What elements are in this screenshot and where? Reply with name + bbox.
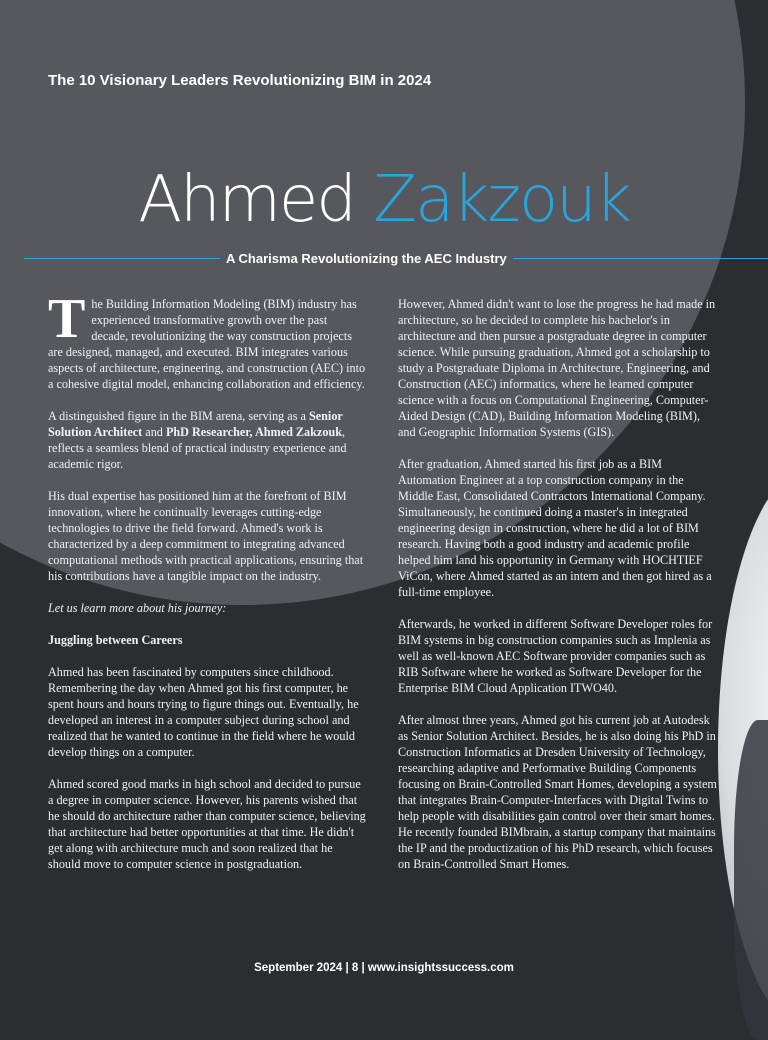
drop-cap: T [48, 288, 86, 350]
paragraph-2 [48, 408, 366, 472]
lead-in: Let us learn more about his journey: [48, 601, 227, 615]
right-paragraph-4: After almost three years, Ahmed got his current job at Autodesk as Senior Solution Architect. Besides, he is also doing his PhD in Construction Informatics at Dresden University of Technology, researching adaptive and Performative Building Components focusing on Brain-Controlled Smart Homes, developing a system that integrates Brain-Computer-Interfaces with Digital Twins to help people with disabilities gain control over their smart homes. He recently founded BIMbrain, a startup company that maintains the IP and the productization of his PhD research, which focuses on Brain-Controlled Smart Homes. [398, 713, 717, 871]
section-heading: Juggling between Careers [48, 633, 183, 647]
paragraph-2-end: , reflects a seamless blend of practical industry experience and academic rigor. [48, 425, 347, 471]
paragraph-2-and: and [142, 425, 166, 439]
right-paragraph-2: After graduation, Ahmed started his first job as a BIM Automation Engineer at a top construction company in the Middle East, Consolidated Contractors International Company. Simultaneously, he continued doing a master's in integrated engineering design in construction, where he did a lot of BIM research. Having both a good industry and academic profile helped him land his opportunity in Germany with HOCHTIEF ViCon, where Ahmed started as an intern and then got hired as a full-time employee. [398, 457, 712, 599]
intro-paragraph [48, 288, 366, 392]
portrait-shadow [734, 720, 768, 1040]
paragraph-4: Ahmed has been fascinated by computers since childhood. Remembering the day when Ahmed got his first computer, he spent hours and hours trying to figure things out. Eventually, he developed an interest in a computer subject during school and realized that he wanted to continue in the field where he would develop things on a computer. [48, 665, 359, 759]
paragraph-5: Ahmed scored good marks in high school and decided to pursue a degree in computer science. However, his parents wished that he should do architecture rather than computer science, believing that architecture had better opportunities at that time. He didn't get along with architecture much and soon realized that he should move to computer science in postgraduation. [48, 777, 366, 871]
portrait-photo-edge [718, 470, 768, 1030]
left-column [48, 288, 366, 888]
right-column [398, 296, 720, 888]
role-senior-solution-architect: Senior Solution Architect [48, 409, 343, 439]
subtitle-row [24, 248, 768, 268]
article-title [0, 163, 768, 237]
title-last-name: Zakzouk [373, 163, 630, 237]
subtitle-rule-left [24, 258, 220, 259]
paragraph-2-text: A distinguished figure in the BIM arena, serving as a [48, 409, 309, 423]
article-subtitle: A Charisma Revolutionizing the AEC Industry [226, 250, 507, 266]
right-paragraph-1: However, Ahmed didn't want to lose the progress he had made in architecture, so he decided to complete his bachelor's in architecture and then pursue a postgraduate degree in computer science. While pursuing graduation, Ahmed got a scholarship to study a Postgraduate Diploma in Architecture, Engineering, and Construction (AEC) informatics, where he learned computer science with a focus on Computational Engineering, Computer-Aided Design (CAD), Building Information Modeling (BIM), and Geographic Information Systems (GIS). [398, 297, 716, 439]
paragraph-3: His dual expertise has positioned him at the forefront of BIM innovation, where he continually leverages cutting-edge technologies to drive the field forward. Ahmed's work is characterized by a deep commitment to integrating advanced computational methods with practical applications, ensuring that his contributions have a tangible impact on the industry. [48, 489, 364, 583]
title-first-name: Ahmed [138, 163, 355, 237]
right-paragraph-3: Afterwards, he worked in different Software Developer roles for BIM systems in big construction companies such as Implenia as well as well-known AEC Software provider companies such as RIB Software where he worked as Software Developer for the Enterprise BIM Cloud Application ITWO40. [398, 617, 713, 695]
page-footer: September 2024 | 8 | www.insightssuccess.com [254, 962, 514, 974]
role-phd-researcher: PhD Researcher, Ahmed Zakzouk [165, 425, 342, 439]
page-kicker: The 10 Visionary Leaders Revolutionizing BIM in 2024 [48, 72, 432, 89]
subtitle-rule-right [513, 258, 768, 259]
intro-text: he Building Information Modeling (BIM) industry has experienced transformative growth over the past decade, revolutionizing the way construction projects are designed, managed, and executed. BIM integrates various aspects of architecture, engineering, and construction (AEC) into a cohesive digital model, enhancing collaboration and efficiency. [48, 297, 366, 391]
